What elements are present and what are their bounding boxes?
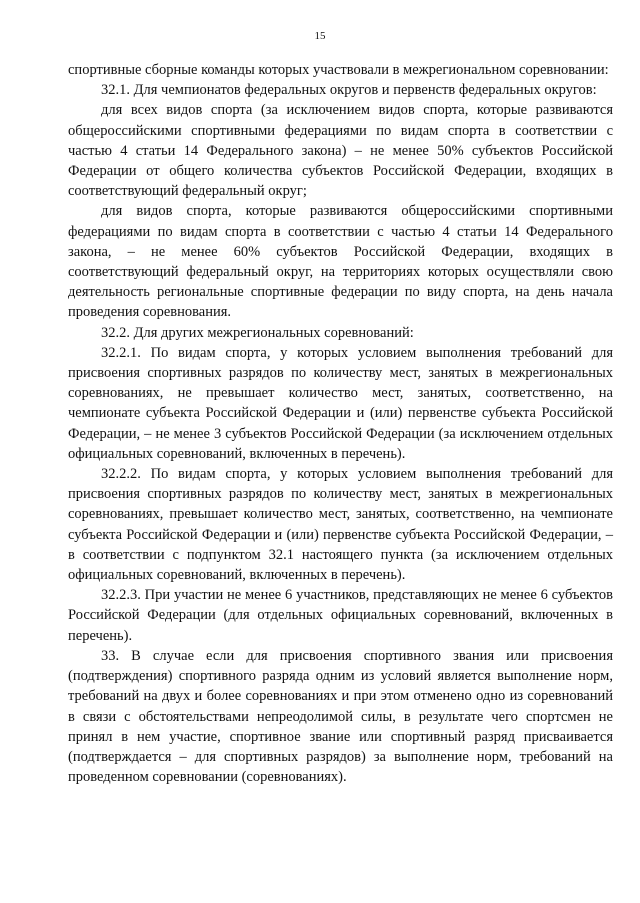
paragraph-32-1: 32.1. Для чемпионатов федеральных округов и первенств федеральных округов: [101,82,597,99]
paragraph-32-2: 32.2. Для других межрегиональных соревнований: [101,324,414,341]
document-body [68,60,613,787]
paragraph-32-2-1: 32.2.1. По видам спорта, у которых условием выполнения требований для присвоения спортивных разрядов по количеству мест, занятых в межрегиональных соревнованиях, не превышает количество мест, занятых, соответственно, на чемпионате субъекта Российской Федерации и (или) первенстве субъекта Российской Федерации, – не менее 3 субъектов Российской Федерации (за исключением отдельных официальных соревнований, включенных в перечень). [68,344,613,462]
paragraph-33: 33. В случае если для присвоения спортивного звания или присвоения (подтверждения) спортивного разряда одним из условий является выполнение норм, требований на двух и более соревнованиях и при этом отменено одно из соревнований в связи с обстоятельствами непреодолимой силы, в результате чего спортсмен не принял в нем участие, спортивное звание или спортивный разряд присваивается (подтверждается – для спортивных разрядов) за выполнение норм, требований на проведенном соревновании (соревнованиях). [68,647,613,786]
page-number: 15 [314,30,326,42]
paragraph-continuation: спортивные сборные команды которых участвовали в межрегиональном соревновании: [68,62,609,78]
paragraph-32-1-federations: для видов спорта, которые развиваются общероссийскими спортивными федерациями по видам спорта в соответствии с частью 4 статьи 14 Федерального закона, – не менее 60% субъектов Российской Федерации, входящих в соответствующий федеральный округ, на территориях которых осуществляли свою деятельность региональные спортивные федерации по виду спорта, на день начала проведения соревнования. [68,203,613,321]
paragraph-32-2-2: 32.2.2. По видам спорта, у которых условием выполнения требований для присвоения спортивных разрядов по количеству мест, занятых в межрегиональных соревнованиях, превышает количество мест, занятых, соответственно, на чемпионате субъекта Российской Федерации и (или) первенстве субъекта Российской Федерации, – в соответствии с подпунктом 32.1 настоящего пункта (за исключением отдельных официальных соревнований, включенных в перечень). [68,466,613,584]
paragraph-32-2-3: 32.2.3. При участии не менее 6 участников, представляющих не менее 6 субъектов Российской Федерации (для отдельных официальных соревнований, включенных в перечень). [68,587,613,644]
paragraph-32-1-general: для всех видов спорта (за исключением видов спорта, которые развиваются общероссийскими спортивными федерациями по видам спорта в соответствии с частью 4 статьи 14 Федерального закона) – не менее 50% субъектов Российской Федерации от общего количества субъектов Российской Федерации, входящих в соответствующий федеральный округ; [68,102,613,200]
